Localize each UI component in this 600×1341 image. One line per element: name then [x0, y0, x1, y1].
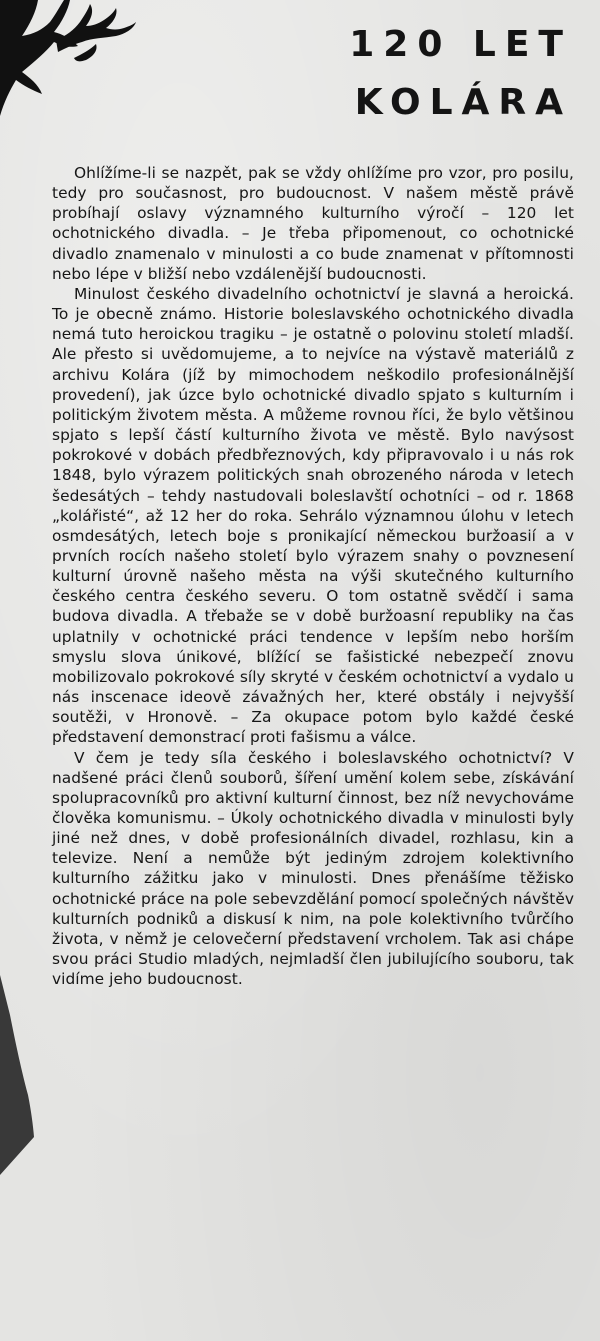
article-paragraph: V čem je tedy síla českého i boleslavského ochotnictví? V nadšené práci členů souborů, šíření umění kolem sebe, získávání spolupracovníků pro aktivní kulturní činnost, bez níž nevychováme člověka komunismu. – Úkoly ochotnického divadla v minulosti byly jiné než dnes, v době profesionálních divadel, rozhlasu, kin a televize. Není a nemůže být jediným zdrojem kolektivního kulturního zážitku jako v minulosti. Dnes přenášíme těžisko ochotnické práce na pole sebevzdělání pomocí společných návštěv kulturních podniků a diskusí k nim, na pole kolektivního tvůrčího života, v němž je celovečerní představení vrcholem. Tak asi chápe svou práci Studio mladých, nejmladší člen jubilujícího souboru, tak vidíme jeho budoucnost. — [52, 748, 574, 989]
title-line: 120 LET — [349, 24, 572, 65]
article-title — [349, 16, 572, 132]
article-body — [52, 163, 574, 989]
article-paragraph: Minulost českého divadelního ochotnictví je slavná a heroická. To je obecně známo. Historie boleslavského ochotnického divadla nemá tuto heroickou tragiku – je ostatně o polovinu století mladší. Ale přesto si uvědomujeme, a to nejvíce na výstavě materiálů z archivu Kolára (jíž by mimochodem neškodilo profesionálnější provedení), jak úzce bylo ochotnické divadlo spjato s kulturním i politickým životem města. A můžeme rovnou říci, že bylo většinou spjato s lepší částí kulturního života ve městě. Bylo navýsost pokrokové v dobách předbřeznových, kdy připravovalo i u nás rok 1848, bylo výrazem politických snah obrozeného národa v letech šedesátých – tehdy nastudovali boleslavští ochotníci – od r. 1868 „kolářisté“, až 12 her do roka. Sehrálo významnou úlohu v letech osmdesátých, letech boje s pronikající německou buržoasií a v prvních rocích našeho století bylo výrazem snahy o povznesení kulturní úrovně našeho města na výši skutečného kulturního českého centra českého severu. O tom ostatně svědčí i sama budova divadla. A třebaže se v době buržoasní republiky na čas uplatnily v ochotnické práci tendence v lepším nebo horším smyslu slova únikové, blížící se fašistické nebezpečí znovu mobilizovalo pokrokové síly skryté v českém ochotnictví a vydalo u nás inscenace ideově závažných her, které obstály i nejvyšší soutěži, v Hronově. – Za okupace potom bylo každé české představení demonstrací proti fašismu a válce. — [52, 284, 574, 747]
tree-branch-illustration — [0, 0, 140, 135]
article-paragraph: Ohlížíme-li se nazpět, pak se vždy ohlížíme pro vzor, pro posilu, tedy pro současnost, pro budoucnost. V našem městě právě probíhají oslavy významného kulturního výročí – 120 let ochotnického divadla. – Je třeba připomenout, co ochotnické divadlo znamenalo v minulosti a co bude znamenat v přítomnosti nebo lépe v bližší nebo vzdálenější budoucnosti. — [52, 164, 574, 283]
dark-shape-fragment — [0, 975, 34, 1175]
title-line: KOLÁRA — [354, 82, 572, 123]
